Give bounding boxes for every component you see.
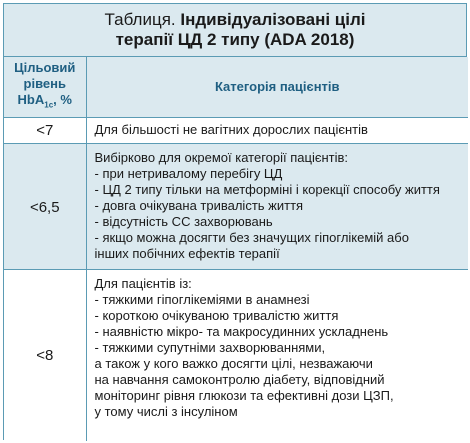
criteria-item: - тяжкими супутніми захворюваннями, — [94, 339, 326, 355]
criteria-item: - короткою очікуваною тривалістю життя — [94, 307, 339, 323]
table-row — [4, 143, 468, 269]
header-col1-line2: рівень — [23, 75, 66, 91]
table-row — [4, 269, 468, 441]
criteria-item: - тяжкими гіпоглікеміями в анамнезі — [94, 291, 310, 307]
criteria-list — [95, 166, 463, 262]
category-intro: Для більшості не вагітних дорослих пацієнтів — [94, 122, 368, 137]
criteria-item: - якщо можна досягти без значущих гіпоглікемій або — [94, 229, 409, 245]
criteria-item: на навчання самоконтролю діабету, відповідний — [94, 371, 385, 387]
target-level-cell: <7 — [4, 117, 86, 143]
criteria-item: інших побічних ефектів терапії — [94, 245, 280, 261]
header-col1-line3 — [4, 92, 86, 114]
criteria-item: - при нетривалому перебігу ЦД — [94, 165, 283, 181]
table-header-row — [4, 57, 468, 117]
guideline-table-card — [3, 3, 467, 440]
criteria-item: моніторинг рівня глюкози та ефективні дози ЦЗП, — [94, 387, 394, 403]
title-main: Індивідуалізовані цілі — [180, 10, 366, 29]
title-line-2: терапії ЦД 2 типу (ADA 2018) — [115, 30, 355, 49]
target-level-cell: <6,5 — [4, 143, 86, 269]
patient-category-cell — [86, 269, 468, 441]
header-hba-subscript: 1c — [44, 100, 54, 110]
header-col1-line1: Цільовий — [14, 59, 76, 75]
header-patient-category: Категорія пацієнтів — [86, 57, 468, 117]
category-intro: Для пацієнтів із: — [94, 275, 192, 291]
target-level-cell: <8 — [4, 269, 86, 441]
criteria-item: у тому числі з інсуліном — [94, 403, 238, 419]
patient-category-cell — [86, 117, 468, 143]
title-line-1 — [4, 10, 466, 30]
header-hba-text: HbA — [17, 91, 45, 107]
header-target-level — [4, 57, 86, 117]
header-percent-text: , % — [53, 91, 72, 107]
criteria-item: - відсутність СС захворювань — [94, 213, 273, 229]
table-row — [4, 117, 468, 143]
criteria-item: - ЦД 2 типу тільки на метформіні і корекції способу життя — [94, 181, 440, 197]
criteria-item: а також у кого важко досягти цілі, незважаючи — [94, 355, 373, 371]
table-title — [4, 4, 466, 57]
category-intro: Вибірково для окремої категорії пацієнтів: — [94, 149, 349, 165]
criteria-item: - наявністю мікро- та макросудинних ускладнень — [94, 323, 389, 339]
criteria-item: - довга очікувана тривалість життя — [94, 197, 304, 213]
targets-table — [4, 57, 468, 441]
patient-category-cell — [86, 143, 468, 269]
criteria-list — [95, 292, 463, 420]
title-prefix: Таблиця. — [104, 10, 176, 29]
